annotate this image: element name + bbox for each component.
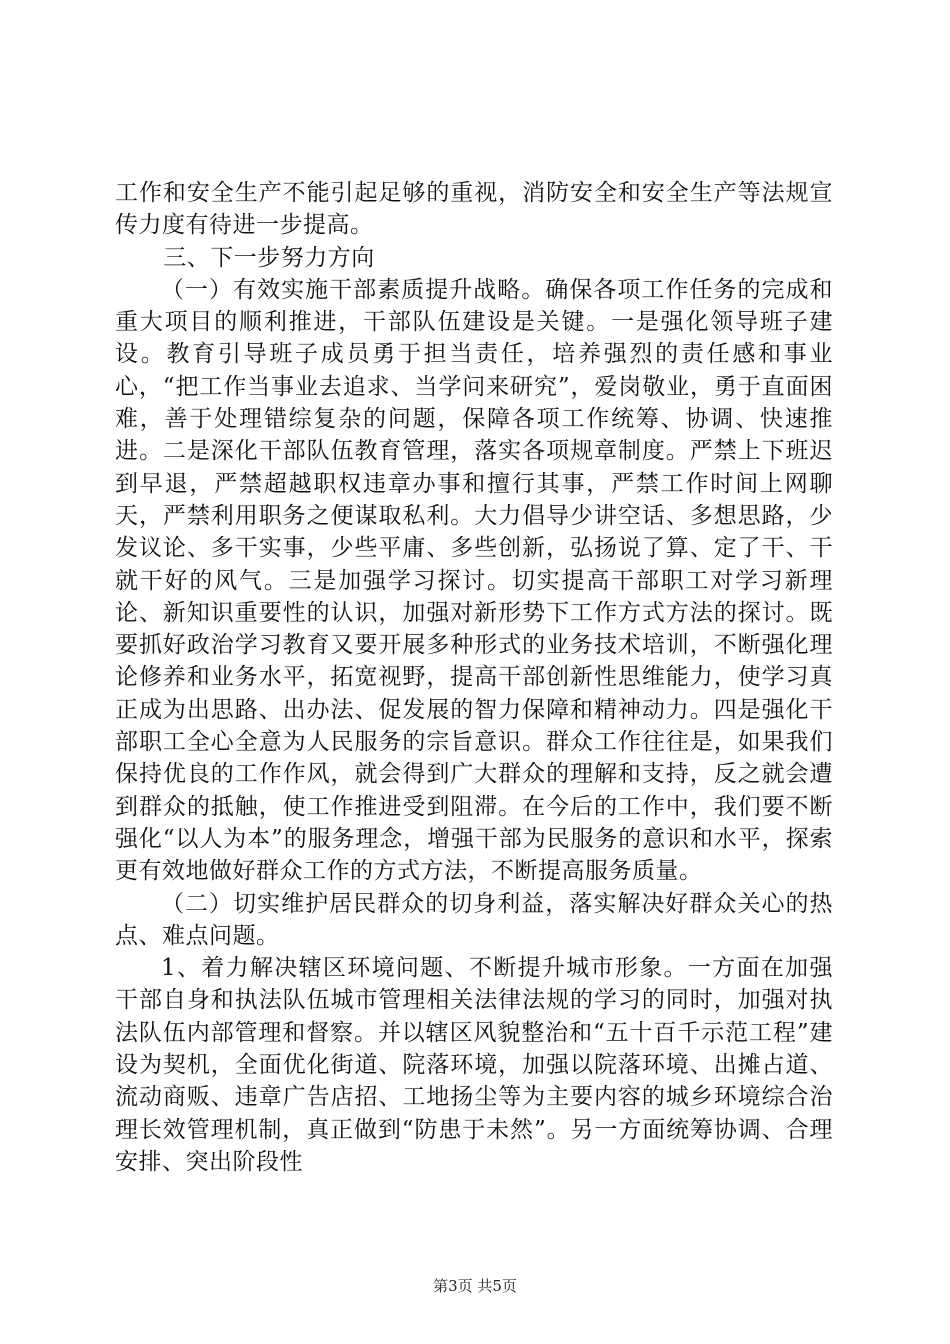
page-footer: 第3页 共5页 [433, 1277, 517, 1295]
paragraph-environment: 1、着力解决辖区环境问题、不断提升城市形象。一方面在加强干部自身和执法队伍城市管理相关法律法规的学习的同时，加强对执法队伍内部管理和督察。并以辖区风貌整治和“五十百千示范工程”建设为契机，全面优化街道、院落环境，加强以院落环境、出摊占道、流动商贩、违章广告店招、工地扬尘等为主要内容的城乡环境综合治理长效管理机制，真正做到“防患于未然”。另一方面统筹协调、合理安排、突出阶段性 [115, 955, 833, 1175]
paragraph-residents-interests: （二）切实维护居民群众的切身利益，落实解决好群众关心的热点、难点问题。 [115, 890, 833, 949]
paragraph-cadre-quality: （一）有效实施干部素质提升战略。确保各项工作任务的完成和重大项目的顺利推进，干部队伍建设是关键。一是强化领导班子建设。教育引导班子成员勇于担当责任，培养强烈的责任感和事业心，“把工作当事业去追求、当学问来研究”，爱岗敬业，勇于直面困难，善于处理错综复杂的问题，保障各项工作统筹、协调、快速推进。二是深化干部队伍教育管理，落实各项规章制度。严禁上下班迟到早退，严禁超越职权违章办事和擅行其事，严禁工作时间上网聊天，严禁利用职务之便谋取私利。大力倡导少讲空话、多想思路，少发议论、多干实事，少些平庸、多些创新，弘扬说了算、定了干、干就干好的风气。三是加强学习探讨。切实提高干部职工对学习新理论、新知识重要性的认识，加强对新形势下工作方式方法的探讨。既要抓好政治学习教育又要开展多种形式的业务技术培训，不断强化理论修养和业务水平，拓宽视野，提高干部创新性思维能力，使学习真正成为出思路、出办法、促发展的智力保障和精神动力。四是强化干部职工全心全意为人民服务的宗旨意识。群众工作往往是，如果我们保持优良的工作作风，就会得到广大群众的理解和支持，反之就会遭到群众的抵触，使工作推进受到阻滞。在今后的工作中，我们要不断强化“以人为本”的服务理念，增强干部为民服务的意识和水平，探索更有效地做好群众工作的方式方法，不断提高服务质量。 [115, 276, 833, 885]
document-body [115, 177, 833, 1178]
section-heading: 三、下一步努力方向 [163, 244, 375, 271]
paragraph-continued: 工作和安全生产不能引起足够的重视，消防安全和安全生产等法规宣传力度有待进一步提高。 [115, 180, 833, 239]
